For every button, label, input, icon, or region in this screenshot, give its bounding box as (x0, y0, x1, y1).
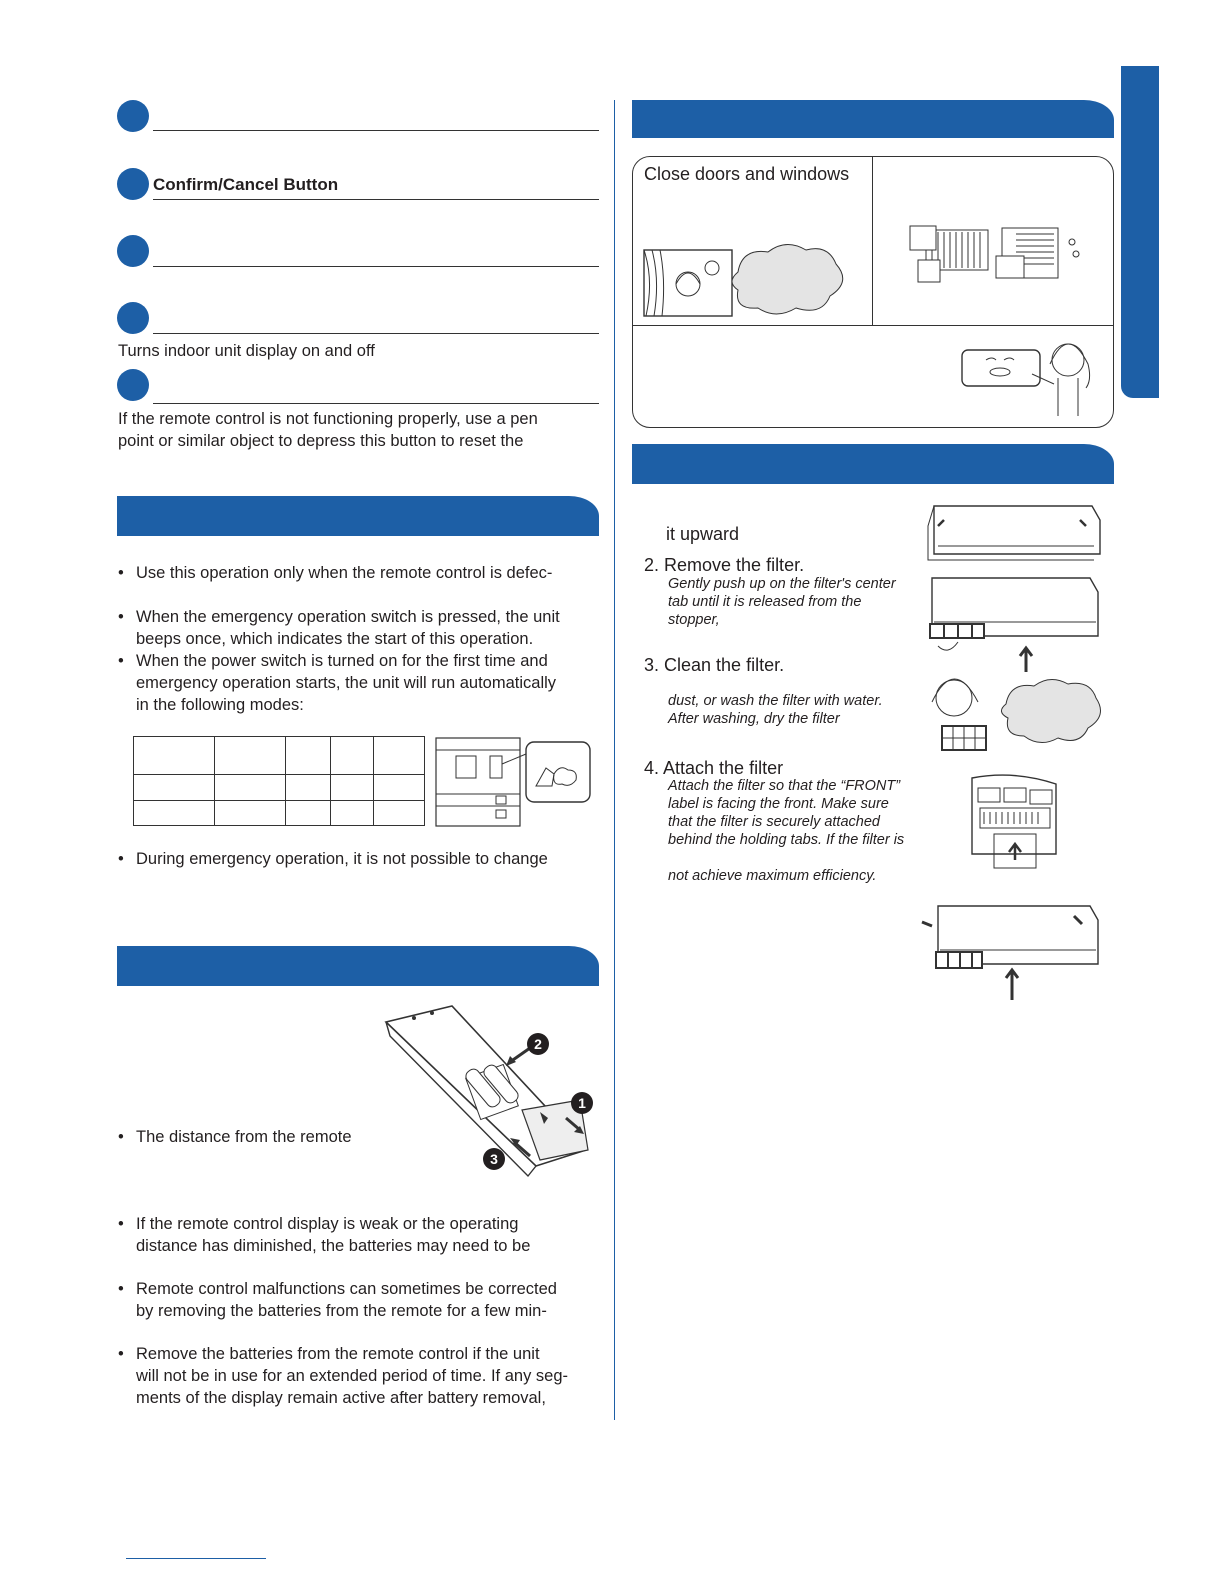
callout-3: 3 (490, 1151, 498, 1167)
window-girl-illustration (642, 240, 862, 320)
bullet-text: During emergency operation, it is not possible to change (136, 850, 548, 868)
filter-section-header (632, 444, 1114, 484)
item-4-underline (153, 333, 599, 334)
item-3-underline (153, 266, 599, 267)
callout-1: 1 (578, 1095, 586, 1111)
bullet-dot: • (118, 850, 124, 868)
emergency-section-header (117, 496, 599, 536)
bullet-dot: • (118, 652, 124, 670)
item-5-underline (153, 403, 599, 404)
bullet-dot: • (118, 1215, 124, 1233)
bullet-text: When the power switch is turned on for the first time and (136, 652, 548, 670)
footer-rule (126, 1558, 266, 1559)
item-2-underline (153, 199, 599, 200)
blinds-furniture-illustration (906, 220, 1086, 286)
tips-section-header (632, 100, 1114, 138)
bullet-dot: • (118, 1280, 124, 1298)
step4-line4: behind the holding tabs. If the filter is (668, 832, 905, 848)
bullet-text: Use this operation only when the remote control is defec- (136, 564, 553, 582)
step2-line2: tab until it is released from the (668, 594, 862, 610)
step4-line2: label is facing the front. Make sure (668, 796, 889, 812)
step3-title: 3. Clean the filter. (644, 655, 785, 675)
step4-line1: Attach the filter so that the “FRONT” (668, 778, 901, 794)
item-marker-1 (117, 100, 149, 132)
filter-frame-illustration (964, 772, 1064, 876)
bullet-text: in the following modes: (136, 696, 304, 714)
display-toggle-desc: Turns indoor unit display on and off (118, 342, 375, 360)
bullet-text: by removing the batteries from the remote for a few min- (136, 1302, 547, 1320)
bullet-text: Remote control malfunctions can sometimes be corrected (136, 1280, 557, 1298)
emergency-switch-illustration (432, 734, 594, 832)
remote-battery-illustration (380, 1000, 600, 1180)
bullet-dot: • (118, 564, 124, 582)
confirm-cancel-title: Confirm/Cancel Button (153, 175, 339, 194)
column-divider (614, 100, 615, 1420)
step4-title: 4. Attach the filter (644, 758, 784, 778)
tips-box-hdivider (633, 325, 1113, 326)
bullet-dot: • (118, 1128, 124, 1146)
item-1-underline (153, 130, 599, 131)
bullet-dot: • (118, 608, 124, 626)
step1-tail: it upward (666, 524, 740, 544)
bullet-text: Remove the batteries from the remote control if the unit (136, 1345, 540, 1363)
bullet-text: distance has diminished, the batteries may need to be (136, 1237, 531, 1255)
item-marker-2 (117, 168, 149, 200)
bullet-text: If the remote control display is weak or the operating (136, 1215, 519, 1233)
indoor-unit-open-illustration (924, 500, 1104, 570)
indoor-unit-filter-attach-illustration (914, 902, 1104, 1006)
bullet-dot: • (118, 1345, 124, 1363)
bullet-text: will not be in use for an extended period of time. If any seg- (136, 1367, 568, 1385)
step4-line3: that the filter is securely attached (668, 814, 880, 830)
bullet-text: emergency operation starts, the unit will run automatically (136, 674, 557, 692)
reset-desc-line1: If the remote control is not functioning properly, use a pen (118, 410, 538, 428)
girl-display-illustration (958, 334, 1108, 420)
item-marker-4 (117, 302, 149, 334)
bullet-text: The distance from the remote (136, 1128, 352, 1146)
indoor-unit-filter-removal-illustration (914, 574, 1104, 674)
step2-line1: Gently push up on the filter's center (668, 576, 896, 592)
emergency-modes-table (133, 736, 425, 826)
batteries-section-header (117, 946, 599, 986)
table-row (134, 775, 425, 800)
step2-title: 2. Remove the filter. (644, 555, 805, 575)
step3-line2: After washing, dry the filter (668, 711, 840, 727)
step2-line3: stopper, (668, 612, 720, 628)
girl-cleaning-filter-illustration (914, 676, 1104, 754)
bullet-text: When the emergency operation switch is pressed, the unit (136, 608, 560, 626)
bullet-text: beeps once, which indicates the start of this operation. (136, 630, 534, 648)
tips-box-vdivider (872, 157, 873, 325)
table-row (134, 737, 425, 775)
item-marker-3 (117, 235, 149, 267)
close-doors-label: Close doors and windows (644, 164, 850, 184)
reset-desc-line2: point or similar object to depress this button to reset the (118, 432, 524, 450)
callout-2: 2 (534, 1036, 542, 1052)
bullet-text: ments of the display remain active after battery removal, (136, 1389, 546, 1407)
chapter-tab (1121, 66, 1159, 398)
item-marker-5 (117, 369, 149, 401)
step3-line1: dust, or wash the filter with water. (668, 693, 883, 709)
table-row (134, 800, 425, 825)
step4-line5: not achieve maximum efficiency. (668, 868, 877, 884)
